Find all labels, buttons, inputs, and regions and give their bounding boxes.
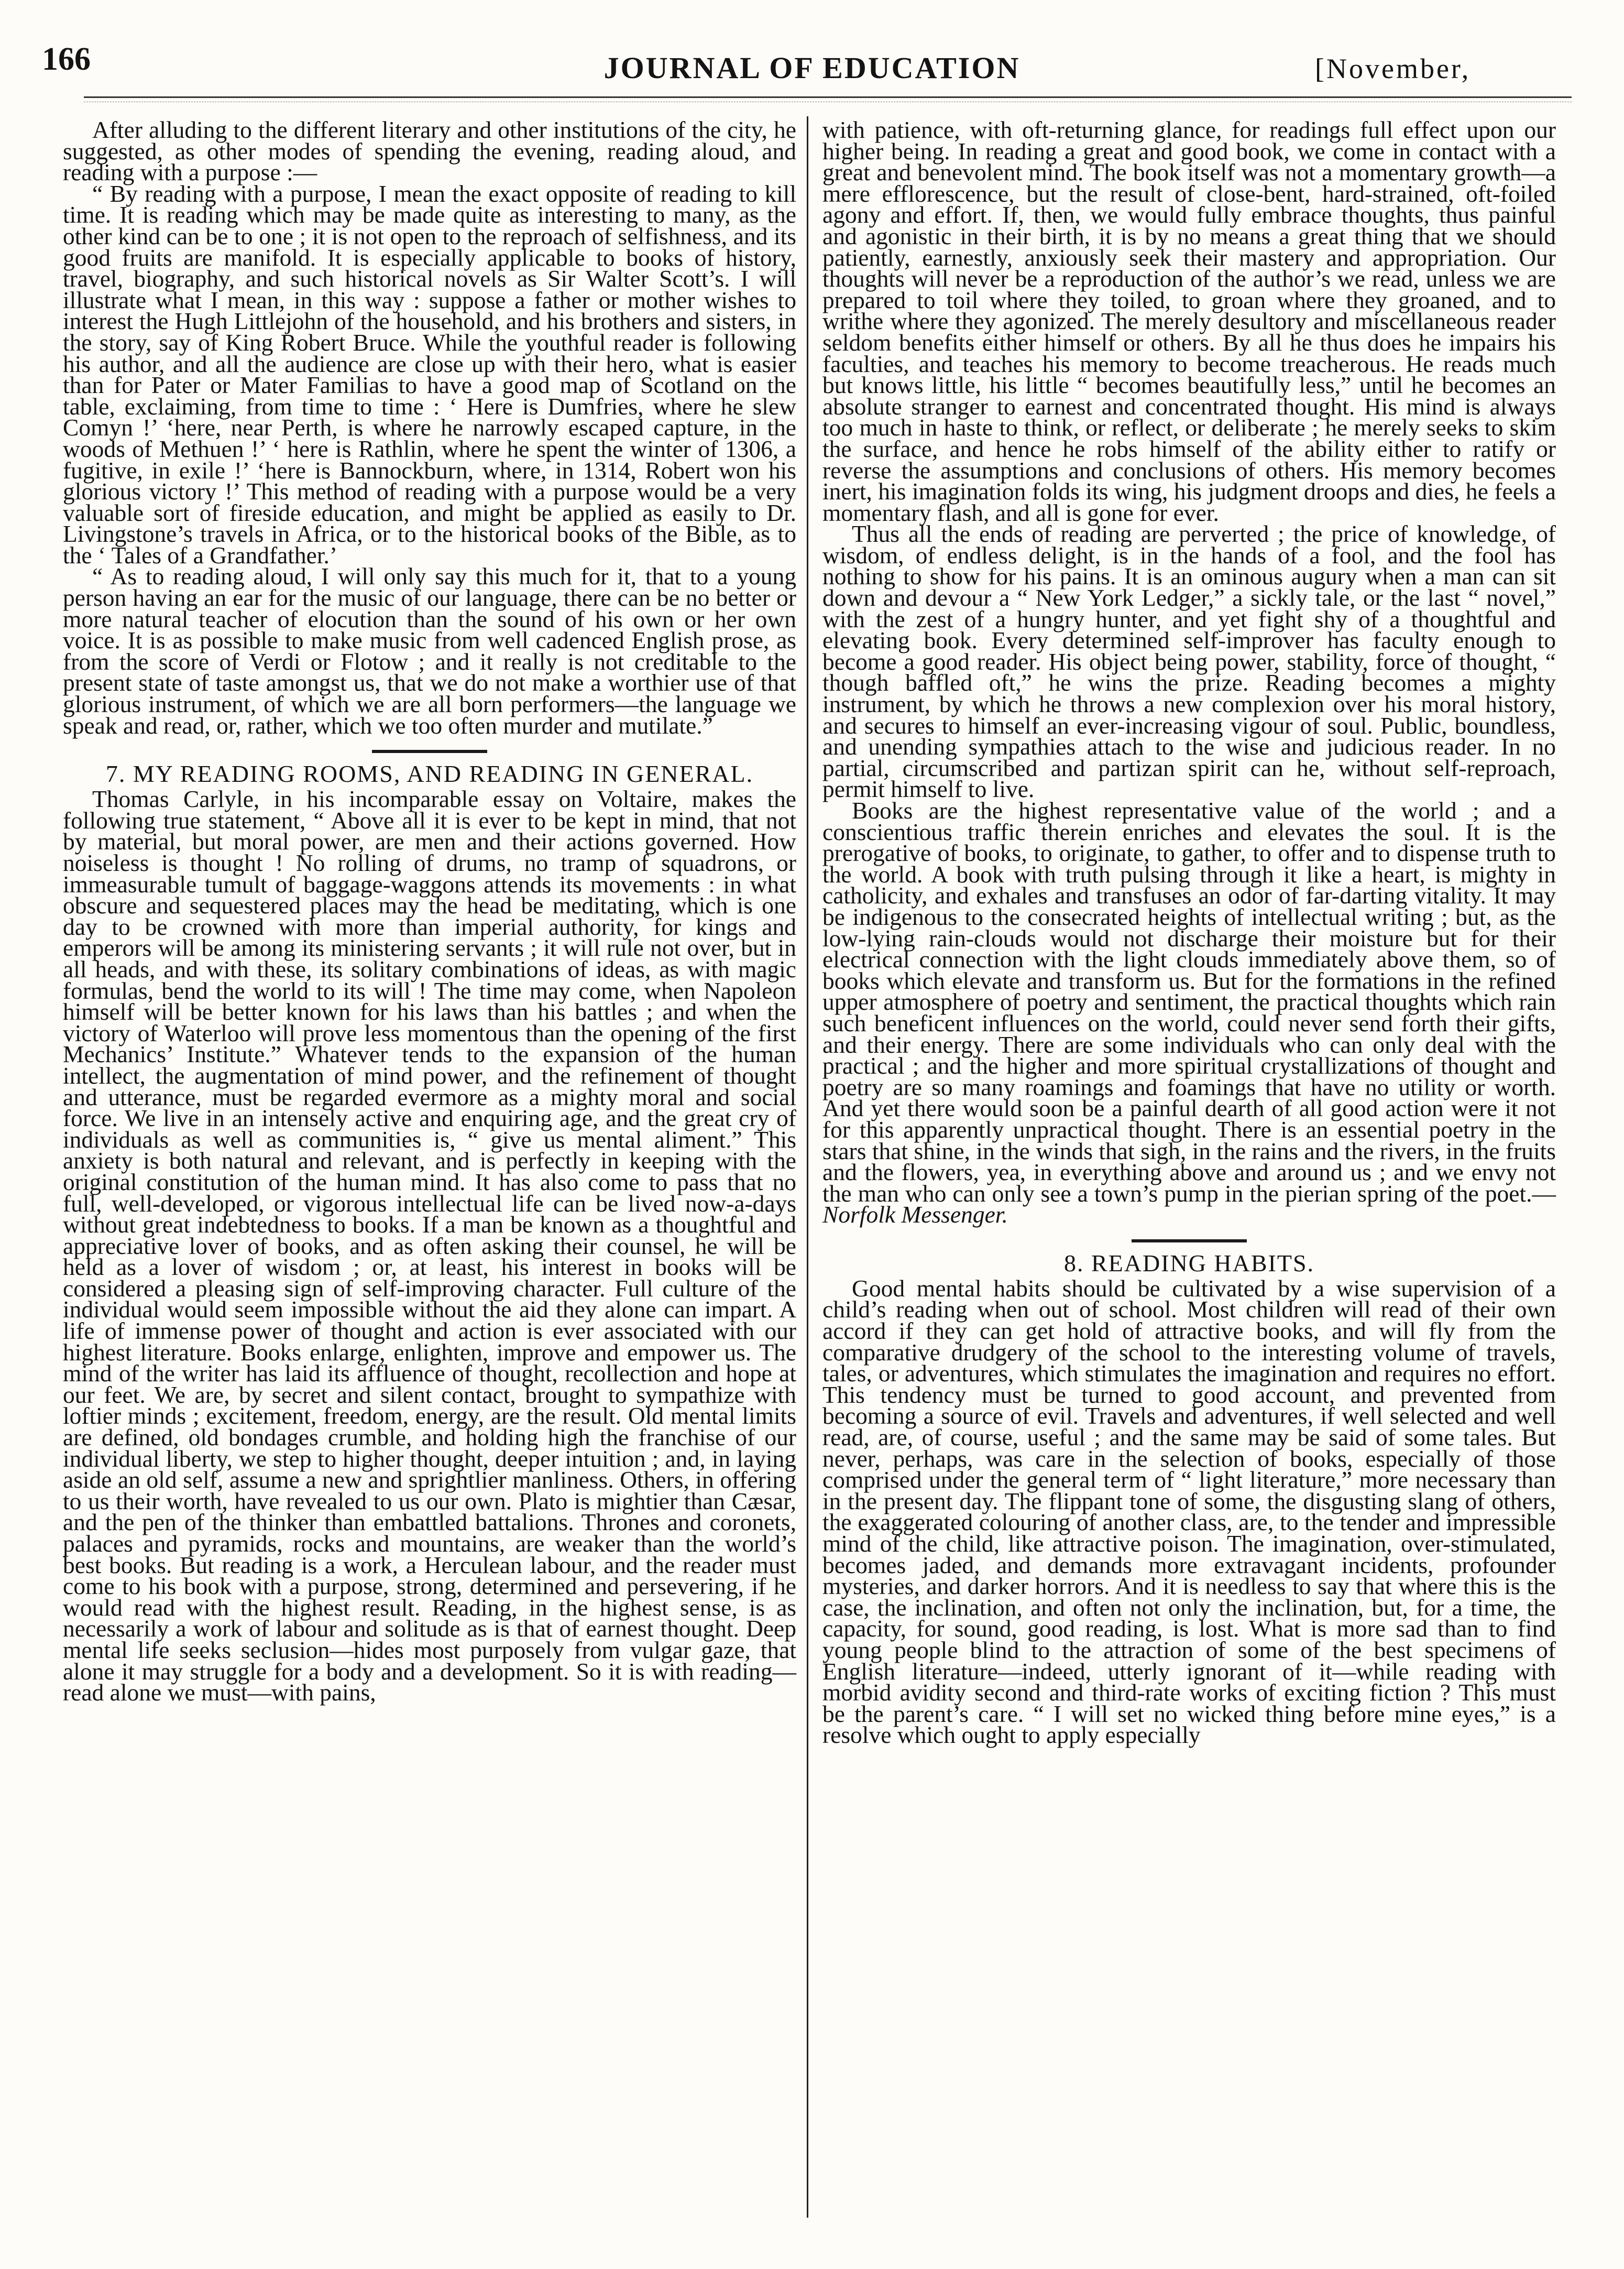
continuation-paragraph: with patience, with oft-returning glance, for readings full effect upon our higher being. In reading a great and good book, we come in contact with a great and benevolent mind. The book itself was not a momentary growth—a mere efflorescence, but the result of close-bent, hard-strained, oft-foiled agony and effort. If, then, we would fully embrace thoughts, thus painful and agonistic in their birth, it is by no means a great thing that we should patiently, earnestly, anxiously seek their mastery and appropriation. Our thoughts will never be a reproduction of the author’s we read, unless we are prepared to toil where they toiled, to groan where they groaned, and to writhe where they agonized. The merely desultory and miscellaneous reader seldom benefits either himself or others. By all he thus does he impairs his faculties, and teaches his memory to become treacherous. He reads much but knows little, his little “ becomes beautifully less,” until he becomes an absolute stranger to earnest and concentrated thought. His mind is always too much in haste to think, or reflect, or deliberate ; he merely seeks to skim the surface, and hence he robs himself of the ability either to ratify or reverse the assumptions and conclusions of others. His memory becomes inert, his imagination folds its wing, his judgment droops and dies, he feels a momentary flash, and all is gone for ever. (822, 116, 1556, 526)
body-paragraph-text: Books are the highest representative value of the world ; and a conscientious traffic therein enriches and elevates the soul. It is the prerogative of books, to originate, to gather, to offer and to dispense truth to the world. A book with truth pulsing through it like a heart, is mighty in catholicity, and exhales and transfuses an odor of far-darting vitality. It may be indigenous to the consecrated heights of intellectual writing ; but, as the low-lying rain-clouds would not discharge their moisture but for their electrical connection with the light clouds immediately above them, so of books which elevate and transform us. But for the formations in the refined upper atmosphere of poetry and sentiment, the practical thoughts which rain such beneficent influences on the world, could never send forth their gifts, and their energy. There are some individuals who can only deal with the practical ; and the higher and more spiritual crystallizations of thought and poetry are so many roamings and foamings that have no utility or worth. And yet there would soon be a painful dearth of all good action were it not for this apparently unpractical thought. There is an essential poetry in the stars that shine, in the winds that sigh, in the rains and the rivers, in the fruits and the flowers, yea, in everything above and around us ; and we envy not the man who can only see a town’s pump in the pierian spring of the poet.— (822, 797, 1556, 1207)
section-divider (372, 750, 487, 753)
section-divider (1132, 1239, 1247, 1242)
section-7-paragraph: Thomas Carlyle, in his incomparable essay on Voltaire, makes the following true statement, “ Above all it is ever to be kept in mind, that not by material, but moral power, are men and their actions governed. How noiseless is thought ! No rolling of drums, no tramp of squadrons, or immeasurable tumult of baggage-waggons attends its movements : in what obscure and sequestered places may the head be meditating, which is one day to be crowned with more than imperial authority, for kings and emperors will be among its ministering servants ; it will rule not over, but in all heads, and with these, its solitary combinations of ideas, as with magic formulas, bend the world to its will ! The time may come, when Napoleon himself will be better known for his laws than his battles ; and when the victory of Waterloo will prove less momentous than the opening of the first Mechanics’ Institute.” Whatever tends to the expansion of the human intellect, the augmentation of mind power, and the refinement of thought and utterance, must be regarded evermore as a mighty moral and social force. We live in an intensely active and enquiring age, and the great cry of individuals as well as communities is, “ give us mental aliment.” This anxiety is both natural and relevant, and is perfectly in keeping with the original constitution of the human mind. It has also come to pass that no full, well-developed, or vigorous intellectual life can be lived now-a-days without great indebtedness to books. If a man be known as a thoughtful and appreciative lover of books, and as often asking their counsel, he will be held as a lover of wisdom ; or, at least, his interest in books will be considered a pleasing sign of self-improving character. Full culture of the individual would seem impossible without the aid they alone can impart. A life of immense power of thought and action is ever associated with our highest literature. Books enlarge, enlighten, improve and empower us. The mind of the writer has laid its affluence of thought, recollection and hope at our feet. We are, by secret and silent contact, brought to sympathize with loftier minds ; excitement, freedom, energy, are the result. Old mental limits are defined, old bondages crumble, and holding high the franchise of our individual liberty, we step to higher thought, deeper intuition ; and, in laying aside an old self, assume a new and sprightlier manliness. Others, in offering to us their worth, have revealed to us our own. Plato is mightier than Cæsar, and the pen of the thinker than embattled battalions. Thrones and coronets, palaces and pyramids, rocks and mountains, are weaker than the world’s best books. But reading is a work, a Herculean labour, and the reader must come to his book with a purpose, strong, determined and persevering, if he would read with the highest result. Reading, in the highest sense, is as necessarily a work of labour and solitude as is that of earnest thought. Deep mental life seeks seclusion—hides most purposely from vulgar gaze, that alone it may struggle for a body and a development. So it is with reading—read alone we must—with pains, (63, 786, 796, 1706)
body-paragraph (822, 797, 1556, 1228)
right-column (822, 116, 1556, 1749)
quote-paragraph: “ By reading with a purpose, I mean the exact opposite of reading to kill time. It is reading which may be made quite as interesting to many, as the other kind can be to one ; it is not open to the reproach of selfishness, and its good fruits are manifold. It is especially applicable to books of history, travel, biography, and such historical novels as Sir Walter Scott’s. I will illustrate what I mean, in this way : suppose a father or mother wishes to interest the Hugh Littlejohn of the household, and his brothers and sisters, in the story, say of King Robert Bruce. While the youthful reader is following his author, and all the audience are close up with their hero, what is easier than for Pater or Mater Familias to have a good map of Scotland on the table, exclaiming, from time to time : ‘ Here is Dumfries, where he slew Comyn !’ ‘here, near Perth, is where he narrowly escaped capture, in the woods of Methuen !’ ‘ here is Rathlin, where he spent the winter of 1306, a fugitive, in exile !’ ‘here is Bannockburn, where, in 1314, Robert won his glorious victory !’ This method of reading with a purpose would be a very valuable sort of fireside education, and might be applied as easily to Dr. Livingstone’s travels in Africa, or to the historical books of the Bible, as to the ‘ Tales of a Grandfather.’ (63, 180, 796, 569)
left-column (63, 116, 796, 1706)
section-7-heading: 7. MY READING ROOMS, AND READING IN GENERAL. (105, 760, 754, 788)
column-divider (807, 116, 808, 2218)
section-8-paragraph: Good mental habits should be cultivated by a wise supervision of a child’s reading when out of school. Most children will read of their own accord if they can get hold of attractive books, and will fly from the comparative drudgery of the school to the interesting volume of travels, tales, or adventures, which stimulates the imagination and requires no effort. This tendency must be turned to good account, and prevented from becoming a source of evil. Travels and adventures, if well selected and well read, are, of course, useful ; and the same may be said of some tales. But never, perhaps, was care in the selection of books, especially of those comprised under the general term of “ light literature,” more necessary than in the present day. The flippant tone of some, the disgusting slang of others, the exaggerated colouring of another class, are, to the tender and impressible mind of the child, like attractive poison. The imagination, over-stimulated, becomes jaded, and demands more extravagant incidents, profounder mysteries, and darker horrors. And it is needless to say that where this is the case, the inclination, and often not only the inclination, but, for a time, the capacity, for sound, good reading, is lost. What is more sad than to find young people blind to the attraction of some of the best specimens of English literature—indeed, utterly ignorant of it—while reading with morbid avidity second and third-rate works of exciting fiction ? This must be the parent’s care. “ I will set no wicked thing before mine eyes,” is a resolve which ought to apply especially (822, 1274, 1556, 1749)
issue-month: [November, (1315, 53, 1471, 84)
body-paragraph: Thus all the ends of reading are perverted ; the price of knowledge, of wisdom, of endless delight, is in the hands of a fool, and the fool has nothing to show for his pains. It is an ominous augury when a man can sit down and devour a “ New York Ledger,” a sickly tale, or the last “ novel,” with the zest of a hungry hunter, and yet fight shy of a thoughtful and elevating book. Every determined self-improver has faculty enough to become a good reader. His object being power, stability, force of thought, “ though baffled oft,” he wins the prize. Reading becomes a mighty instrument, by which he throws a new complexion over his moral history, and secures to himself an ever-increasing vigour of soul. Public, boundless, and unending sympathies attach to the wise and judicious reader. In no partial, circumscribed and partizan spirit can he, without self-reproach, permit himself to live. (822, 520, 1556, 803)
quote-paragraph: “ As to reading aloud, I will only say this much for it, that to a young person having an ear for the music of our language, there can be no better or more natural teacher of elocution than the sound of his own or her own voice. It is as possible to make music from well cadenced English prose, as from the score of Verdi or Flotow ; and it really is not creditable to the present state of taste amongst us, that we do not make a worthier use of that glorious instrument, of which we are all born performers—the language we speak and read, or, rather, which we too often murder and mutilate.” (63, 563, 796, 739)
section-8-heading: 8. READING HABITS. (1063, 1249, 1315, 1277)
page-number: 166 (42, 41, 91, 77)
header-rule (84, 96, 1572, 98)
source-attribution: Norfolk Messenger. (822, 1201, 1008, 1228)
journal-title: JOURNAL OF EDUCATION (603, 51, 1021, 85)
intro-paragraph: After alluding to the different literary and other institutions of the city, he suggested, as other modes of spending the evening, reading aloud, and reading with a purpose :— (63, 116, 796, 186)
